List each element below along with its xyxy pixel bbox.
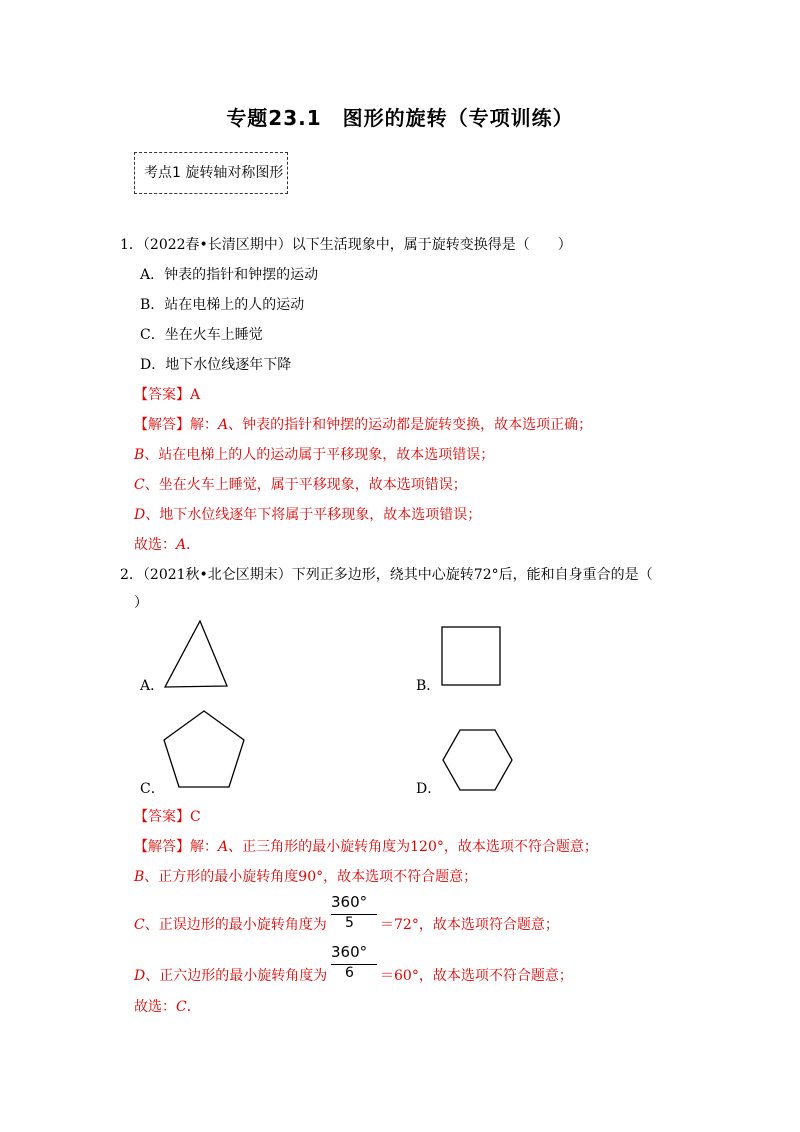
square-figure <box>438 624 504 690</box>
fraction-denominator: 5 <box>345 915 354 931</box>
option-letter: C <box>134 917 145 933</box>
fraction-bar <box>331 914 377 915</box>
analysis-text: 、坐在火车上睡觉，属于平移现象，故本选项错误； <box>144 477 467 493</box>
conclusion-prefix: 故选： <box>134 537 176 553</box>
option-letter: D <box>134 968 146 984</box>
q2-option-c-label: C． <box>140 781 165 797</box>
q2-stem-line1: 2．（2021秋•北仑区期末）下列正多边形，绕其中心旋转72°后，能和自身重合的是（ <box>120 567 653 583</box>
triangle-figure <box>160 618 232 690</box>
conclusion-prefix: 故选： <box>134 999 176 1015</box>
analysis-text: 、正三角形的最小旋转角度为120°，故本选项不符合题意； <box>228 839 598 855</box>
option-letter: A <box>218 417 229 433</box>
fraction-denominator: 6 <box>345 965 354 981</box>
q1-option-d: D．地下水位线逐年下降 <box>140 357 292 373</box>
analysis-head: 【解答】解： <box>134 839 218 855</box>
section-heading: 考点1 旋转轴对称图形 <box>144 165 284 181</box>
conclusion-letter: A <box>176 537 187 553</box>
q2-option-b-label: B． <box>416 678 441 694</box>
analysis-text: 、站在电梯上的人的运动属于平移现象，故本选项错误； <box>144 447 495 463</box>
q1-conclusion <box>134 534 200 554</box>
q1-analysis-c <box>134 474 467 494</box>
q1-option-b: B．站在电梯上的人的运动 <box>140 297 305 313</box>
option-letter: B <box>134 447 145 463</box>
analysis-text: 、正六边形的最小旋转角度为 <box>145 968 328 984</box>
option-letter: C <box>134 477 145 493</box>
q2-answer: 【答案】C <box>134 809 201 825</box>
q2-analysis-d <box>134 965 327 985</box>
q2-analysis-c <box>134 914 327 934</box>
q1-stem: 1．（2022春•长清区期中）以下生活现象中，属于旋转变换得是（ ） <box>120 237 572 253</box>
q2-analysis-d-result: ＝60°，故本选项不符合题意； <box>380 968 573 984</box>
q2-analysis-b <box>134 866 477 886</box>
hexagon-figure <box>440 726 516 794</box>
analysis-head: 【解答】解： <box>134 417 218 433</box>
fraction-bar <box>331 964 377 965</box>
q1-option-a: A．钟表的指针和钟摆的运动 <box>140 267 319 283</box>
section-heading-box <box>134 152 288 194</box>
analysis-text: 、钟表的指针和钟摆的运动都是旋转变换，故本选项正确； <box>228 417 593 433</box>
page-title: 专题23.1 图形的旋转（专项训练） <box>226 106 574 130</box>
option-letter: D <box>134 507 146 523</box>
q1-analysis-a <box>134 414 592 434</box>
conclusion-letter: C <box>176 999 187 1015</box>
q2-conclusion <box>134 996 201 1016</box>
conclusion-end: ． <box>186 999 201 1015</box>
conclusion-end: ． <box>186 537 201 553</box>
option-letter: B <box>134 869 145 885</box>
q2-option-a-label: A． <box>140 678 165 694</box>
q2-option-d-label: D． <box>416 781 442 797</box>
analysis-text: 、正误边形的最小旋转角度为 <box>144 917 327 933</box>
option-letter: A <box>218 839 229 855</box>
q2-stem-line2: ） <box>134 595 148 611</box>
q1-option-c: C．坐在火车上睡觉 <box>140 327 263 343</box>
q2-analysis-c-result: ＝72°，故本选项符合题意； <box>380 917 559 933</box>
q1-analysis-d <box>134 504 481 524</box>
pentagon-figure <box>160 706 250 794</box>
fraction-numerator: 360° <box>331 893 368 911</box>
fraction-numerator: 360° <box>331 943 368 961</box>
analysis-text: 、正方形的最小旋转角度90°，故本选项不符合题意； <box>144 869 478 885</box>
q1-answer: 【答案】A <box>134 387 201 403</box>
q1-analysis-b <box>134 444 494 464</box>
q2-analysis-a <box>134 836 598 856</box>
analysis-text: 、地下水位线逐年下将属于平移现象，故本选项错误； <box>145 507 482 523</box>
